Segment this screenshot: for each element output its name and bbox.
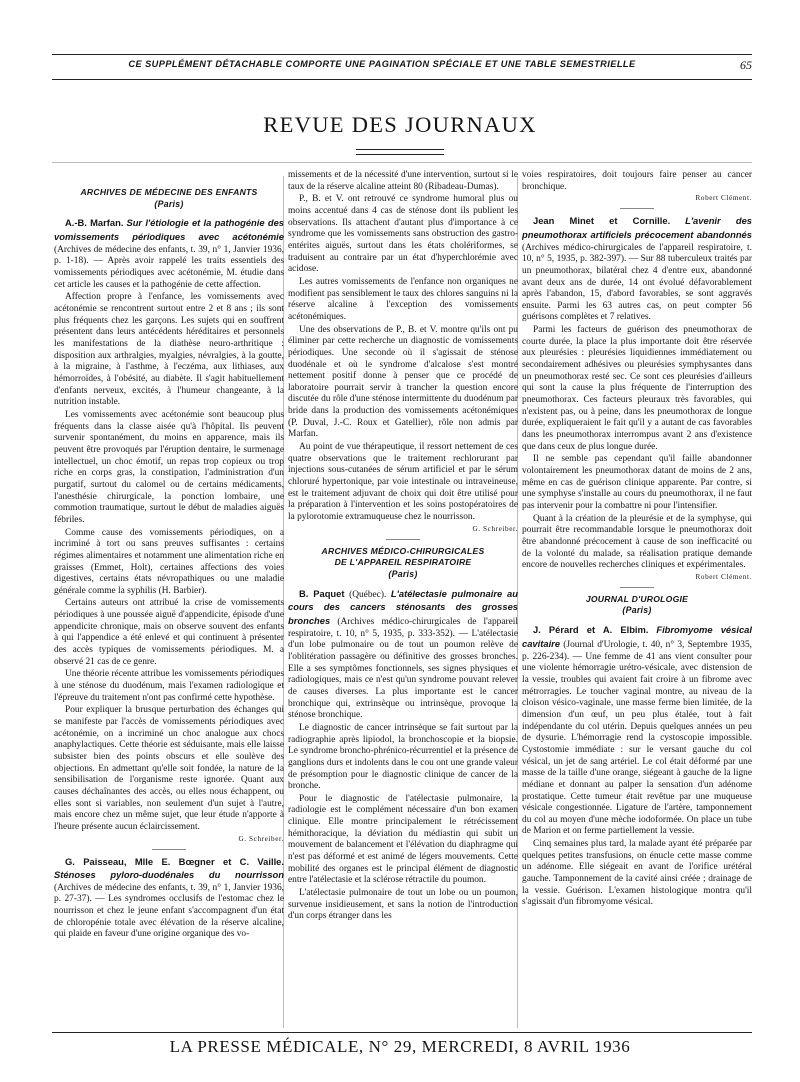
column-right <box>522 170 752 1038</box>
signature: G. Schreiber. <box>472 524 518 533</box>
section-title: JOURNAL D'UROLOGIE <box>585 593 689 604</box>
page-number: 65 <box>740 58 752 72</box>
article-author: Jean Minet et Cornille. <box>533 215 671 227</box>
paragraph: Parmi les facteurs de guérison des pneumothorax de courte durée, la place la plus importante doit être réservée aux pleurésies : pleurésies liquidiennes immédiatement ou secondairement adhésives ou pleurésies symphysantes dans un pneumothorax resté sec. Ce sont ces pleurésies d'ailleurs qui sont la cause la plus fréquente de l'interruption des pneumothorax. Ces facteurs pleuraux très favorables, qui n'existent pas, ou à peine, dans les pneumothorax de longue durée, expliqueraient le fait qu'il y a autant de cas favorables dans les pneumothorax interrompus avant 2 ans d'existence que dans ceux de plus longue durée. <box>522 325 752 452</box>
section-heading <box>522 594 752 617</box>
section-title: ARCHIVES MÉDICO-CHIRURGICALES <box>321 545 485 556</box>
section-heading <box>54 187 284 210</box>
column-top-rule <box>52 162 752 163</box>
signature: Robert Clément. <box>695 194 752 203</box>
paragraph: Certains auteurs ont attribué la crise de vomissements périodiques à une poussée aiguë d'appendicite, épisode d'une appendicite chronique, mais on observe souvent des enfants à qui l'appendice a été enlevé et qui continuent à présenter des accès typiques de vomissements périodiques. M. a observé 21 cas de ce genre. <box>54 598 284 667</box>
article-title: L'avenir des pneumothorax artificiels précocement abandonnés <box>522 215 752 240</box>
article-title: Sténoses pyloro-duodénales du nourrisson <box>54 869 284 881</box>
article-reference: (Archives de médecine des enfants, t. 39, n° 1, Janvier 1936, p. 27-37). — Les syndromes occlusifs de l'estomac chez le nourrisson et chez le jeune enfant s'accompagnent d'un état de chloropénie totale avec élévation de la réserve alcaline, qui plaide en faveur d'une origine organique des vo- <box>54 882 284 940</box>
journal-footer: LA PRESSE MÉDICALE, N° 29, MERCREDI, 8 AVRIL 1936 <box>169 1037 631 1056</box>
paragraph: Une théorie récente attribue les vomissements périodiques à une sténose du duodénum, mais l'examen radiologique et l'épreuve du traitement n'ont pas confirmé cette hypothèse. <box>54 669 284 703</box>
article-lead <box>54 856 284 942</box>
separator-rule <box>620 208 654 209</box>
section-heading <box>288 546 518 581</box>
paragraph: Une des observations de P., B. et V. montre qu'ils ont pu éliminer par cette recherche un diagnostic de vomissements périodiques. Une seconde où il s'agissait de sténose duodénale et où le syndrome d'alcalose s'est montré nettement positif donne à penser que ce procédé de laboratoire pourrait servir à trancher la question encore discutée du rôle d'une sténose intermittente du duodénum par bride dans la production des vomissements acétonémiques (P. Duval, J.-C. Roux et Gatellier), rôle non admis par Marfan. <box>288 324 518 440</box>
paragraph: Pour expliquer la brusque perturbation des échanges qui se manifeste par l'accès de vomissements périodiques avec acétonémie, on a incriminé un choc analogue aux chocs anaphylactiques. Cette théorie est séduisante, mais elle laisse subsister bien des points obscurs et elle soulève des objections. En admettant qu'elle soit fondée, la nature de la sensibilisation de l'organisme reste ignorée. Quant aux causes déchaînantes des accès, ou elles nous échappent, ou elles sont si variables, non seulement d'un sujet à l'autre, mais encore chez un même sujet, que leur étude n'apporte à l'heure présente aucun éclaircissement. <box>54 705 284 832</box>
paragraph: P., B. et V. ont retrouvé ce syndrome humoral plus ou moins accentué dans 4 cas de sténose dont ils publient les observations. Ils attachent d'autant plus d'importance à ce syndrome que les vomissements sans obstruction des gastro-entérites aiguës, surtout dans les états cholériformes, se traduisent au contraire par un état d'hyperchlorémie avec acidose. <box>288 194 518 275</box>
separator-rule <box>152 849 186 850</box>
article-title: Sur l'étiologie et la pathogénie des vomissements périodiques avec acétonémie <box>54 217 284 243</box>
column-left <box>54 170 284 1038</box>
paragraph: Affection propre à l'enfance, les vomissements avec acétonémie se rencontrent surtout entre 2 et 8 ans ; ils sont plus fréquents chez les garçons. Les sujets qui en souffrent présentent dans leurs antécédents héréditaires et personnels les manifestations de la diathèse neuro-arthritique : disposition aux arthralgies, myalgies, névralgies, à la goutte, à la migraine, à l'asthme, à l'eczéma, aux lithiases, aux hémorroïdes, à l'obésité, au diabète. Il s'agit habituellement d'enfants nerveux, excités, à l'humeur changeante, à la nutrition instable. <box>54 292 284 408</box>
paragraph: Pour le diagnostic de l'atélectasie pulmonaire, la radiologie est le complément nécessaire d'un bon examen clinique. Elle montre principalement le rétrécissement hémithoracique, la déviation du médiastin qui subit un mouvement de balancement et l'élévation du diaphragme qui n'est pas déformé et est animé de légers mouvements. Cette mobilité des organes est le principal élément de diagnostic entre l'atélectasie et la sclérose rétractile du poumon. <box>288 793 518 886</box>
page-title: REVUE DES JOURNAUX <box>263 112 537 137</box>
section-city: (Paris) <box>622 605 652 616</box>
signature: Robert Clément. <box>695 572 752 581</box>
footer-rule <box>52 1032 752 1033</box>
top-banner <box>52 54 752 80</box>
section-city: (Paris) <box>388 568 418 579</box>
paragraph: voies respiratoires, doit toujours faire penser au cancer bronchique. <box>522 170 752 192</box>
paragraph: Quant à la création de la pleurésie et de la symphyse, qui pourrait être recommandable lorsque le pneumothorax doit être abandonné précocement à cause de son inefficacité ou de la volonté du malade, sa réalisation pratique demande encore de nouvelles recherches cliniques et expérimentales. <box>522 513 752 571</box>
article-reference: (Archives médico-chirurgicales de l'appareil respiratoire, t. 10, n° 5, 1935, p. 382-397). — Sur 88 tuberculeux traités par un pneumothorax, bilatéral chez 4 d'entre eux, abandonné avant deux ans de durée, 14 ont évolué défavorablement après l'abandon, 15, d'abord favorables, se sont aggravés ensuite. Parmi les 63 autres cas, on peut compter 56 guérisons complètes et 7 relatives. <box>522 242 752 323</box>
column-middle <box>288 170 518 1038</box>
separator-rule <box>386 539 420 540</box>
article-lead <box>522 215 752 324</box>
article-reference: (Archives de médecine des enfants, t. 39, n° 1, Janvier 1936, p. 1-18). — Après avoir rappelé les traits essentiels des vomissements périodiques avec acétonémie, M. étudie dans cet article les causes et la pathogénie de cette affection. <box>54 244 284 290</box>
article-reference: (Archives médico-chirurgicales de l'appareil respiratoire, t. 10, n° 5, 1935, p. 333-352). — L'atélectasie d'un lobe pulmonaire ou de tout un poumon relève de l'oblitération passagère ou définitive des grosses bronches. Elle a ses symptômes fonctionnels, ses signes physiques et radiologiques, mais ce n'est qu'un syndrome pouvant relever de causes diverses. La plus importante est le cancer bronchique qui, extrinsèque ou intrinsèque, provoque la sténose bronchique. <box>288 616 518 721</box>
paragraph: Les autres vomissements de l'enfance non organiques ne modifient pas sensiblement le taux des chlores sanguins ni la réserve alcaline à l'exception des vomissements acétonémiques. <box>288 276 518 322</box>
paragraph: Cinq semaines plus tard, la malade ayant été préparée par quelques petites transfusions, on énucle cette masse comme un adénome. Elle siégeait en avant de l'orifice urétéral gauche. Tamponnement de la cavité ainsi créée ; drainage de la vessie. Guérison. L'examen histologique montra qu'il s'agissait d'un fibromyome vésical. <box>522 839 752 908</box>
section-title-line-2: DE L'APPAREIL RESPIRATOIRE <box>334 557 472 568</box>
article-author: J. Pérard et A. Elbim. <box>533 624 649 636</box>
article-title: Fibromyome vésical cavitaire <box>522 624 752 649</box>
paragraph: missements et de la nécessité d'une intervention, surtout si le taux de la réserve alcaline atteint 80 (Ribadeau-Dumas). <box>288 170 518 192</box>
paragraph: Au point de vue thérapeutique, il ressort nettement de ces quatre observations que le traitement rechlorurant par injections sous-cutanées de sérum artificiel et par le sérum chloruré hypertonique, par voie intestinale ou intraveineuse, est le traitement adjuvant de choix qui doit être utilisé pour la préparation à l'intervention et les soins postopératoires de la pylorotomie extramuqueuse chez le nourrisson. <box>288 442 518 523</box>
separator-rule <box>620 587 654 588</box>
paragraph: Comme cause des vomissements périodiques, on a incriminé à tort ou sans preuves suffisantes : certains régimes alimentaires et notamment une alimentation riche en graisses (Emmet, Holt), certaines affections des voies digestives, certains états névropathiques ou une maladie générale comme la syphilis (H. Barbier). <box>54 527 284 596</box>
article-author: B. Paquet <box>299 587 345 599</box>
signature: G. Schreiber. <box>238 834 284 843</box>
article-lead <box>54 217 284 291</box>
title-double-rule <box>356 149 444 155</box>
article-reference: (Journal d'Urologie, t. 40, n° 3, Septembre 1935, p. 226-234). — Une femme de 41 ans vient consulter pour une violente hémorragie urétro-vésicale, avec distension de la vessie, troubles qui avaient fait croire à un fibrome avec métrorragies. Le toucher vaginal montre, au niveau de la cloison vésico-vaginale, une masse ferme bien limitée, de la dimension d'un œuf, un peu plus étalée, tout à fait indépendante du col utérin. Depuis quelques années un peu de dysurie. L'hémorragie rend la cystoscopie impossible. Cystostomie immédiate : sur le versant gauche du col vésical, un jet de sang artériel. Le col était déformé par une masse de la taille d'une orange, siégeant à gauche de la ligne médiane et donnant au palper la sensation d'un adénome prostatique. Cette tumeur était revêtue par une muqueuse vésicale congestionnée. Ligature de l'artère, tamponnement du col au moyen d'une mèche iodoformée. On place un tube de Marion et on ferme partiellement la vessie. <box>522 639 752 837</box>
section-title: ARCHIVES DE MÉDECINE DES ENFANTS <box>80 187 258 197</box>
article-author: G. Paisseau, Mlle E. Bœgner et C. Vaille. <box>65 855 284 867</box>
paragraph: L'atélectasie pulmonaire de tout un lobe ou un poumon, survenue insidieusement, et sans la notion de l'introduction d'un corps étranger dans les <box>288 888 518 922</box>
author-affiliation: (Québec). <box>349 589 387 600</box>
article-lead <box>288 588 518 722</box>
article-author: A.-B. Marfan. <box>65 217 124 229</box>
article-title: L'atélectasie pulmonaire au cours des cancers sténosants des grosses bronches <box>288 587 518 626</box>
section-city: (Paris) <box>154 198 184 209</box>
supplement-notice: CE SUPPLÉMENT DÉTACHABLE COMPORTE UNE PAGINATION SPÉCIALE ET UNE TABLE SEMESTRIELLE <box>128 59 636 69</box>
paragraph: Il ne semble pas cependant qu'il faille abandonner volontairement les pneumothorax datant de moins de 2 ans, même en cas de guérison clinique apparente. Par contre, si une symphyse s'installe au cours du pneumothorax, il ne faut pas intervenir pour la combattre ni pour l'intensifier. <box>522 454 752 511</box>
paragraph: Les vomissements avec acétonémie sont beaucoup plus fréquents dans la classe aisée qu'à l'hôpital. Ils peuvent survenir spontanément, du moins en apparence, mais ils peuvent être provoqués par l'éruption dentaire, le surmenage intellectuel, un choc émotif, un repas trop copieux ou trop riche en corps gras, la constipation, l'administration d'un purgatif, surtout du calomel ou de certains médicaments, l'anesthésie chirurgicale, la ponction lombaire, une commotion traumatique, surtout le début de maladies aiguës fébriles. <box>54 409 284 525</box>
paragraph: Le diagnostic de cancer intrinsèque se fait surtout par la radiographie après lipiodol, la bronchoscopie et la biopsie. Le syndrome broncho-phrénico-récurrentiel et la présence de ganglions durs et indolents dans le cou ont une grande valeur de présomption pour le diagnostic clinique de cancer de la bronche. <box>288 722 518 792</box>
article-lead <box>522 624 752 838</box>
